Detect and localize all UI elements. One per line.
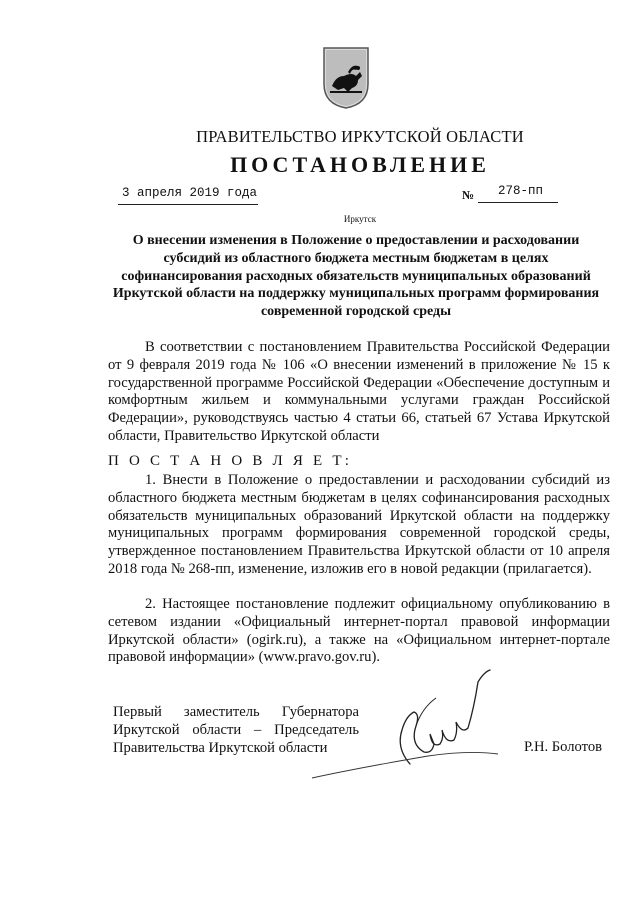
document-date: 3 апреля 2019 года [122, 186, 258, 200]
position-line: Правительства Иркутской области [113, 739, 328, 756]
document-heading: О внесении изменения в Положение о предоставлении и расходовании субсидий из областного бюджета местным бюджетам в целях софинансирования расходных обязательств муниципальных образований Иркутской области на поддержку муниципальных программ формирования современной городской среды [112, 233, 600, 320]
decree-word: П О С Т А Н О В Л Я Е Т: [108, 453, 353, 469]
item-2-paragraph: 2. Настоящее постановление подлежит официальному опубликованию в сетевом издании «Официальный интернет-портал правовой информации Иркутской области» (ogirk.ru), а также на «Официальном интернет-портале правовой информации» (www.pravo.gov.ru). [108, 596, 610, 666]
document-type: ПОСТАНОВЛЕНИЕ [230, 152, 490, 177]
government-title: ПРАВИТЕЛЬСТВО ИРКУТСКОЙ ОБЛАСТИ [196, 127, 524, 146]
city-label: Иркутск [343, 214, 377, 224]
handwritten-signature-icon [298, 668, 508, 786]
date-underline [118, 204, 258, 205]
position-line: Иркутской области – Председатель [113, 721, 359, 738]
preamble-paragraph: В соответствии с постановлением Правительства Российской Федерации от 9 февраля 2019 года № 106 «О внесении изменений в приложение № 15 к государственной программе Российской Федерации «Обеспечение доступным и комфортным жильем и коммунальными услугами граждан Российской Федерации», руководствуясь частью 4 статьи 66, статьей 67 Устава Иркутской области, Правительство Иркутской области [108, 339, 610, 444]
number-label: № [462, 188, 475, 202]
position-line: Первый заместитель Губернатора [113, 704, 359, 720]
document-number: 278-пп [498, 184, 544, 198]
signatory-name: Р.Н. Болотов [524, 739, 603, 755]
item-1-paragraph: 1. Внести в Положение о предоставлении и расходовании субсидий из областного бюджета местным бюджетам в целях софинансирования расходных обязательств муниципальных образований Иркутской области на поддержку муниципальных программ формирования современной городской среды, утвержденное постановлением Правительства Иркутской области от 10 апреля 2018 года № 268-пп, изменение, изложив его в новой редакции (прилагается). [108, 472, 610, 577]
number-underline [478, 202, 558, 203]
coat-of-arms-icon [322, 46, 370, 110]
